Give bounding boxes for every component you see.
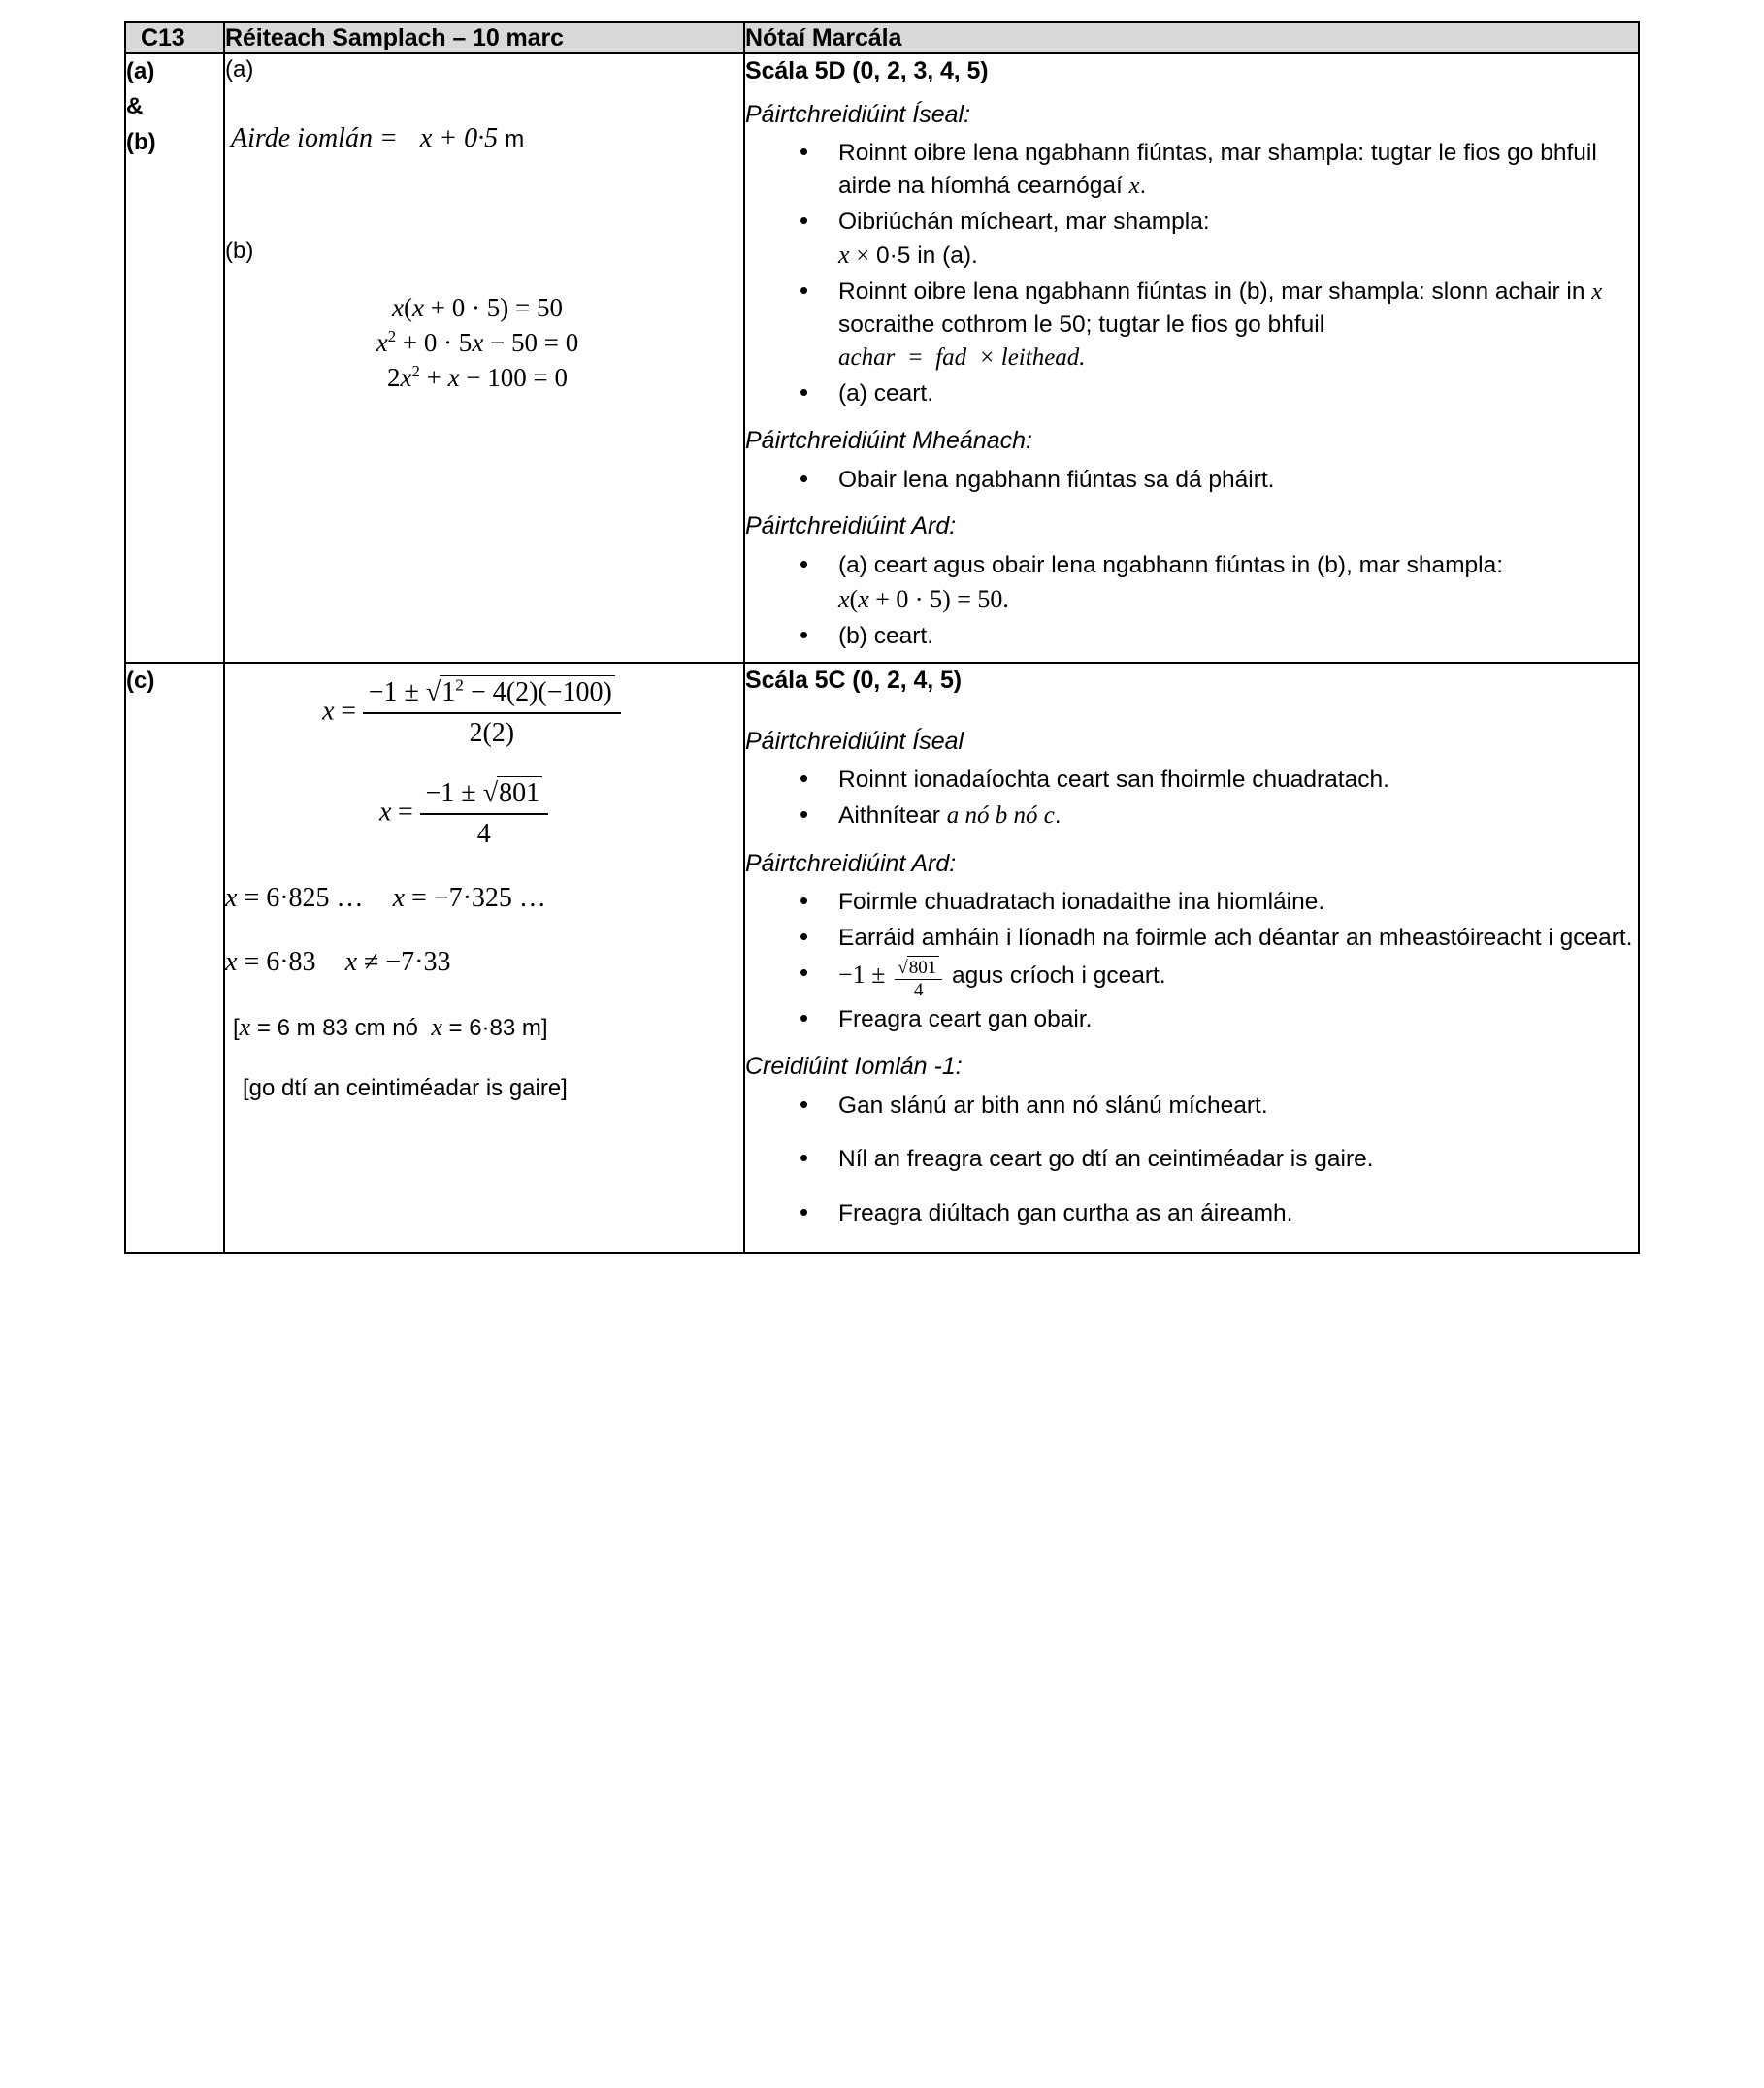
simplified-fraction (420, 778, 549, 850)
list-item: • (a) ceart agus obair lena ngabhann fiúntas in (b), mar shampla: x(x + 0 · 5) = 50. (800, 549, 1638, 617)
simplified-equals: = (398, 797, 413, 828)
sqrt801-over-4-fraction: $\frac{√801}{4}$ (895, 959, 942, 1000)
scale-heading-5d: Scála 5D (0, 2, 3, 4, 5) (745, 57, 989, 84)
list-item: • Oibriúchán mícheart, mar shampla: x × 0·5 in (a). (800, 206, 1638, 274)
solution-cell-ab (224, 53, 744, 663)
part-label-ampersand: & (126, 93, 144, 120)
notes-list-c-high (745, 886, 1638, 1036)
units-answer-line: [x = 6 m 83 cm nó x = 6·83 m] (233, 1013, 548, 1042)
notes-list-high (745, 549, 1638, 652)
marking-scheme-table (124, 21, 1640, 1254)
subheading-creidiuint-iomlan: Creidiúint Iomlán -1: (745, 1053, 963, 1081)
scale-heading-5c: Scála 5C (0, 2, 4, 5) (745, 667, 963, 695)
subheading-pairtchreidiuint-mheanach: Páirtchreidiúint Mheánach: (745, 427, 1032, 455)
solution-label-b: (b) (225, 238, 254, 265)
list-item: • Níl an freagra ceart go dtí an ceintiméadar is gaire. (800, 1143, 1638, 1176)
list-item: • Earráid amháin i líonadh na foirmle ach déantar an mheastóireacht i gceart. (800, 922, 1638, 955)
list-item: • Obair lena ngabhann fiúntas sa dá pháirt. (800, 464, 1638, 497)
equation-line-1: x(x + 0 · 5) = 50 (392, 293, 563, 323)
list-item: • Freagra ceart gan obair. (800, 1003, 1638, 1036)
notes-list-low (745, 137, 1638, 410)
part-label-a: (a) (126, 58, 155, 84)
notes-cell-c (744, 663, 1639, 1252)
list-item: • Aithnítear a nó b nó c. (800, 799, 1638, 833)
header-notes-column: Nótaí Marcála (744, 22, 1639, 53)
rounded-roots-line: x = 6·83 x ≠ −7·33 (225, 947, 451, 978)
list-item: • Roinnt ionadaíochta ceart san fhoirmle chuadratach. (800, 764, 1638, 797)
simplified-x-label: x (378, 797, 392, 828)
list-item: • Gan slánú ar bith ann nó slánú mícheart. (800, 1090, 1638, 1123)
notes-cell-ab (744, 53, 1639, 663)
subheading-pairtchreidiuint-ard: Páirtchreidiúint Ard: (745, 512, 957, 540)
part-label-cell-ab (125, 53, 224, 663)
header-solution-column: Réiteach Samplach – 10 marc (224, 22, 744, 53)
table-body (125, 53, 1639, 1253)
list-item: • Roinnt oibre lena ngabhann fiúntas, mar shampla: tugtar le fios go bhfuil airde na híomhá cearnógaí x. (800, 137, 1638, 203)
header-question-code: C13 (125, 22, 224, 53)
solution-label-a: (a) (225, 56, 254, 82)
table-header (125, 22, 1639, 53)
list-item: • Freagra diúltach gan curtha as an áireamh. (800, 1197, 1638, 1230)
list-item: • −1 ± $\frac{√801}{4}$ agus críoch i gceart. (800, 958, 1638, 1000)
list-item: • Roinnt oibre lena ngabhann fiúntas in (b), mar shampla: slonn achair in x socraithe cothrom le 50; tugtar le fios go bhfuil achar = fad × leithead. (800, 276, 1638, 375)
subheading-c-ard: Páirtchreidiúint Ard: (745, 849, 957, 877)
airde-value: x + 0·5 (419, 123, 499, 154)
list-item: • (b) ceart. (800, 620, 1638, 653)
solution-cell-c (224, 663, 744, 1252)
part-label-cell-c (125, 663, 224, 1252)
formula-x-label: x (322, 696, 335, 727)
notes-list-c-low (745, 764, 1638, 832)
header-row (125, 22, 1639, 53)
simplified-numerator: −1 ± √801 (420, 778, 549, 813)
quadratic-derivation-block (225, 291, 743, 395)
table-row (125, 53, 1639, 663)
list-item: • Foirmle chuadratach ionadaithe ina hiomláine. (800, 886, 1638, 919)
airde-prefix: Airde iomlán = (231, 123, 398, 154)
simplified-denominator: 4 (420, 813, 549, 850)
precision-note-line: [go dtí an ceintiméadar is gaire] (243, 1075, 568, 1102)
airde-unit: m (505, 126, 525, 153)
roots-line: x = 6·825 … x = −7·325 … (225, 883, 546, 914)
notes-list-medium (745, 464, 1638, 497)
part-label-b: (b) (126, 128, 156, 155)
equation-line-3: $2x^2 + x - 100 = 0$ (386, 361, 569, 392)
equation-line-2: $x^2 + 0 \cdot 5x - 50 = 0$ (376, 327, 579, 357)
quadratic-formula-fraction (363, 677, 621, 749)
subheading-c-iseal: Páirtchreidiúint Íseal (745, 727, 964, 755)
part-label-c: (c) (126, 668, 155, 695)
formula-equals: = (341, 696, 357, 727)
airde-iomlan-equation (231, 123, 743, 154)
list-item: • (a) ceart. (800, 377, 1638, 410)
quadratic-formula-display (225, 664, 743, 749)
simplified-formula-display (225, 749, 743, 850)
subheading-pairtchreidiuint-iseal: Páirtchreidiúint Íseal: (745, 100, 971, 128)
notes-list-full-credit (745, 1090, 1638, 1230)
quadratic-formula-numerator: $-1 \pm √1^2 - 4(2)(-100)$ (363, 677, 621, 712)
table-row (125, 663, 1639, 1252)
quadratic-formula-denominator: 2(2) (363, 712, 621, 749)
